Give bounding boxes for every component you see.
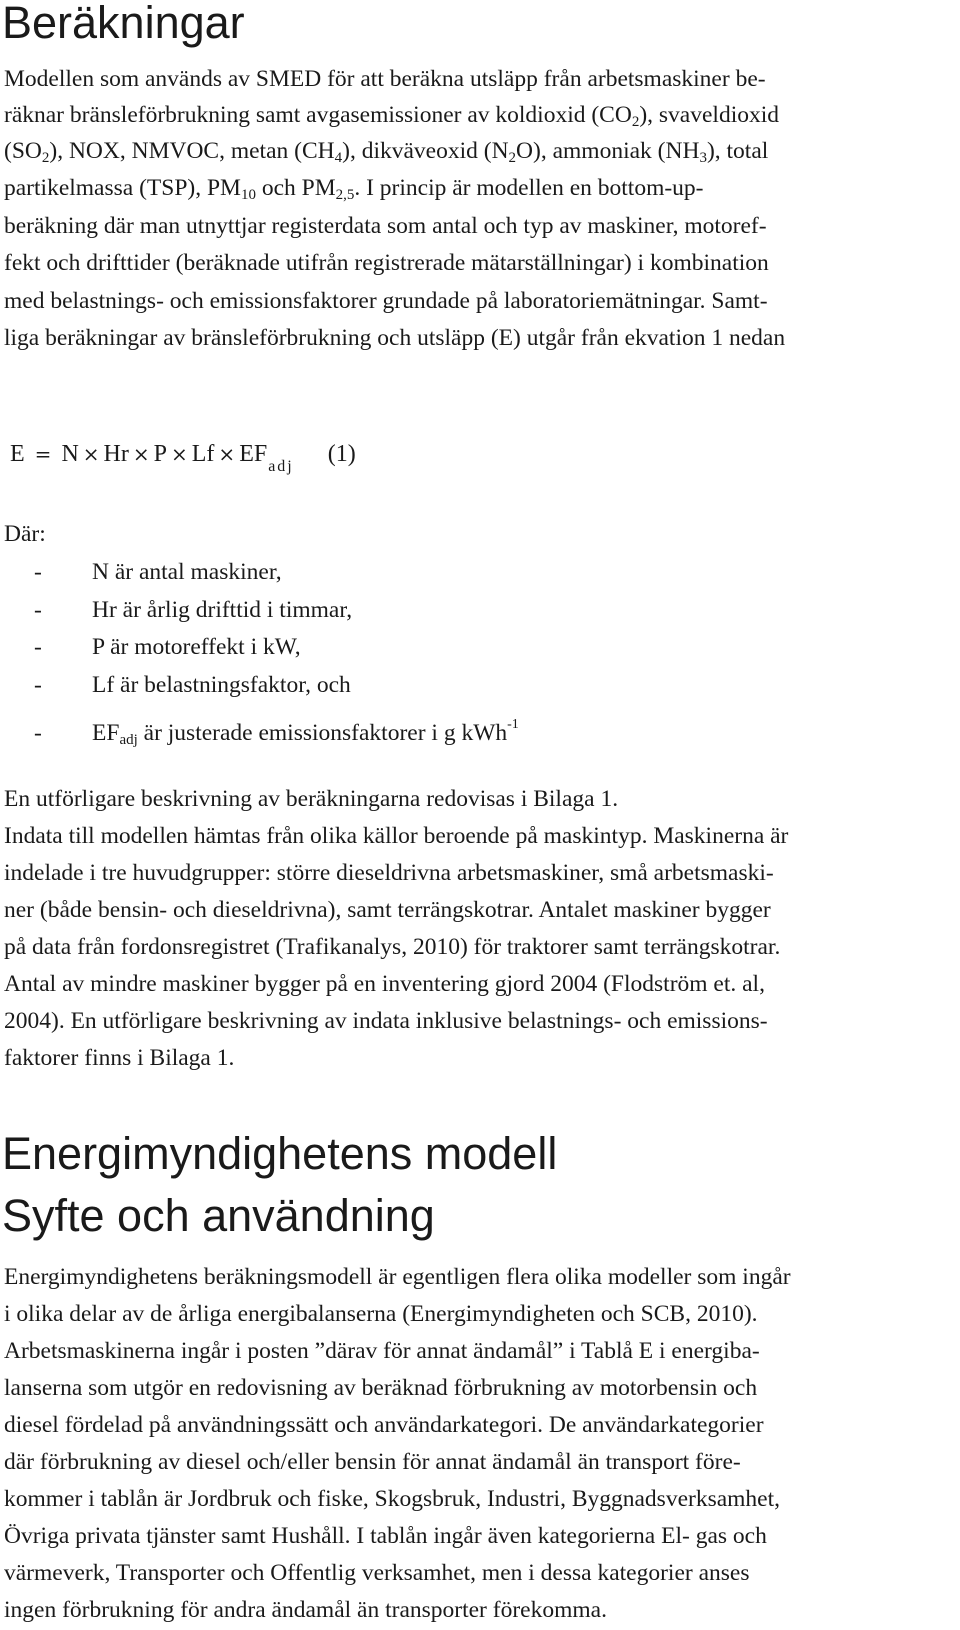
subscript: 10 xyxy=(240,187,256,203)
list-item: - N är antal maskiner, xyxy=(34,559,282,585)
text-line: 2004). En utförligare beskrivning av indata inklusive belastnings- och emissions- xyxy=(4,1008,768,1034)
text-line: beräkning där man utnyttjar registerdata som antal och typ av maskiner, motoref- xyxy=(4,213,767,239)
text-line: fekt och drifttider (beräknade utifrån registrerade mätarställningar) i kombination xyxy=(4,250,769,276)
list-item: - Lf är belastningsfaktor, och xyxy=(34,672,351,698)
text-line: partikelmassa (TSP), $PM_{10}$ och $PM_{2,5}$. I princip är modellen en bottom-up- xyxy=(4,175,704,203)
section-heading-berakningar: Beräkningar xyxy=(2,0,245,48)
subscript: 2 xyxy=(508,150,517,166)
text-line: Indata till modellen hämtas från olika källor beroende på maskintyp. Maskinerna är xyxy=(4,823,789,849)
text-line: värmeverk, Transporter och Offentlig verksamhet, men i dessa kategorier anses xyxy=(4,1560,750,1586)
subsection-heading-syfte: Syfte och användning xyxy=(2,1190,435,1241)
text-line: i olika delar av de årliga energibalanserna (Energimyndigheten och SCB, 2010). xyxy=(4,1301,758,1327)
times-symbol: × xyxy=(132,442,150,466)
text-line: på data från fordonsregistret (Trafikanalys, 2010) för traktorer samt terrängskotrar. xyxy=(4,934,781,960)
text-line: diesel fördelad på användningssätt och användarkategori. De användarkategorier xyxy=(4,1412,764,1438)
times-symbol: × xyxy=(218,442,236,466)
where-label: Där: xyxy=(4,521,46,547)
text-line: Energimyndighetens beräkningsmodell är egentligen flera olika modeller som ingår xyxy=(4,1264,791,1290)
subscript: 2 xyxy=(41,150,50,166)
text-line: ingen förbrukning för andra ändamål än transporter förekomma. xyxy=(4,1597,607,1623)
list-item: - Hr är årlig drifttid i timmar, xyxy=(34,597,353,623)
text-line: kommer i tablån är Jordbruk och fiske, Skogsbruk, Industri, Byggnadsverksamhet, xyxy=(4,1486,781,1512)
text-line: Modellen som används av SMED för att beräkna utsläpp från arbetsmaskiner be- xyxy=(4,66,766,92)
equation-number: (1) xyxy=(327,441,356,467)
subscript: 3 xyxy=(699,150,707,166)
equation-1: $E = N \times Hr \times P \times Lf \times EF_{adj}$ (1) xyxy=(10,441,356,475)
text-line: indelade i tre huvudgrupper: större dieseldrivna arbetsmaskiner, små arbetsmaski- xyxy=(4,860,774,886)
text-line: $(SO_2)$, NOX, NMVOC, metan $(CH_4)$, dikväveoxid $(N_2O)$, ammoniak $(NH_3)$, total xyxy=(4,138,769,166)
text-line: räknar bränsleförbrukning samt avgasemissioner av koldioxid $(CO_2)$, svaveldioxid xyxy=(4,102,779,130)
text-line: liga beräkningar av bränsleförbrukning och utsläpp (E) utgår från ekvation 1 nedan xyxy=(4,325,786,351)
subscript: 2,5 xyxy=(335,187,355,203)
subscript: 4 xyxy=(334,150,343,166)
text-line: Antal av mindre maskiner bygger på en inventering gjord 2004 (Flodström et. al, xyxy=(4,971,765,997)
list-item: - P är motoreffekt i kW, xyxy=(34,634,301,660)
text-line: med belastnings- och emissionsfaktorer grundade på laboratoriemätningar. Samt- xyxy=(4,288,768,314)
text-line: Arbetsmaskinerna ingår i posten ”därav för annat ändamål” i Tablå E i energiba- xyxy=(4,1338,760,1364)
text-line: lanserna som utgör en redovisning av beräknad förbrukning av motorbensin och xyxy=(4,1375,758,1401)
text-line: där förbrukning av diesel och/eller bensin för annat ändamål än transport före- xyxy=(4,1449,741,1475)
text-line: En utförligare beskrivning av beräkningarna redovisas i Bilaga 1. xyxy=(4,786,619,812)
subscript: adj xyxy=(268,458,294,475)
superscript: -1 xyxy=(507,717,519,732)
section-heading-energimyndigheten: Energimyndighetens modell xyxy=(2,1128,558,1179)
subscript: 2 xyxy=(631,114,640,130)
subscript: adj xyxy=(119,732,138,748)
times-symbol: × xyxy=(82,442,100,466)
text-line: ner (både bensin- och dieseldrivna), samt terrängskotrar. Antalet maskiner bygger xyxy=(4,897,771,923)
text-line: Övriga privata tjänster samt Hushåll. I tablån ingår även kategorierna El- gas och xyxy=(4,1523,767,1549)
list-item: - $EF_{adj}$ är justerade emissionsfaktorer i g kWh$^{-1}$ xyxy=(34,717,519,748)
text-line: faktorer finns i Bilaga 1. xyxy=(4,1045,235,1071)
times-symbol: × xyxy=(171,442,188,466)
